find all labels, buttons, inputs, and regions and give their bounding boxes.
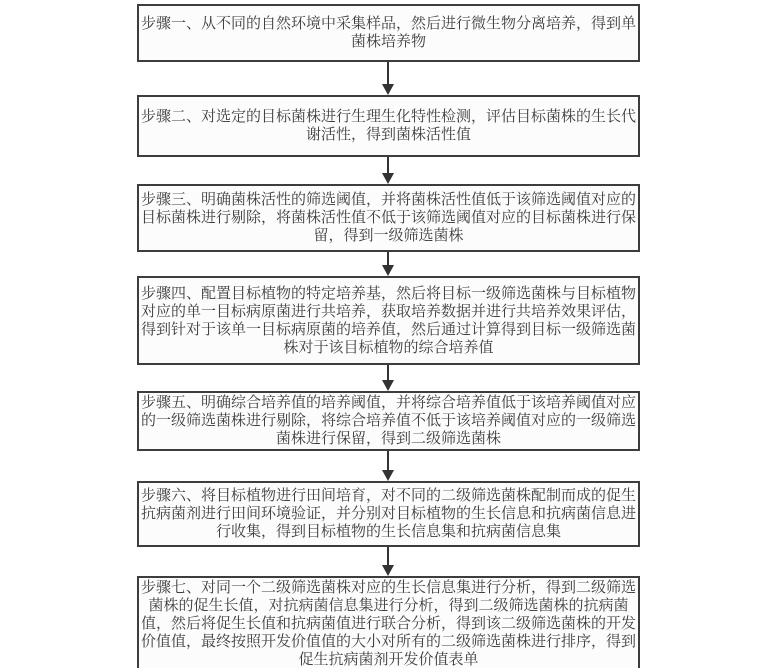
flow-step-5-text: 步骤五、明确综合培养值的培养阈值，并将综合培养值低于该培养阈值对应的一级筛选菌株进行剔除，将综合培养值不低于该培养阈值对应的一级筛选菌株进行保留，得到二级筛选菌株 bbox=[141, 394, 637, 447]
flow-step-7-box bbox=[137, 576, 640, 668]
arrow-down-icon bbox=[382, 62, 394, 95]
arrow-down-icon bbox=[382, 365, 394, 391]
flow-step-7-text: 步骤七、对同一个二级筛选菌株对应的生长信息集进行分析，得到二级筛选菌株的促生长值，对抗病菌信息集进行分析，得到二级筛选菌株的抗病菌值，然后将促生长值和抗病菌值进行联合分析，得到该二级筛选菌株的开发价值值，最终按照开发价值值的大小对所有的二级筛选菌株进行排序，得到促生抗病菌剂开发价值表单 bbox=[141, 579, 637, 668]
arrow-head bbox=[382, 470, 394, 481]
flow-step-5-box bbox=[137, 391, 640, 451]
flow-step-4-text: 步骤四、配置目标植物的特定培养基，然后将目标一级筛选菌株与目标植物对应的单一目标病原菌进行共培养，获取培养数据并进行共培养效果评估，得到针对于该单一目标病原菌的培养值，然后通过计算得到目标一级筛选菌株对于该目标植物的综合培养值 bbox=[141, 284, 637, 356]
arrow-down-icon bbox=[382, 547, 394, 576]
flow-step-2-box bbox=[137, 95, 640, 157]
flow-step-1-text: 步骤一、从不同的自然环境中采集样品，然后进行微生物分离培养，得到单菌株培养物 bbox=[141, 15, 637, 50]
arrow-head bbox=[382, 380, 394, 391]
flow-step-6-text: 步骤六、将目标植物进行田间培育，对不同的二级筛选菌株配制而成的促生抗病菌剂进行田间环境验证，并分别对目标植物的生长信息和抗病菌信息进行收集，得到目标植物的生长信息集和抗病菌信息集 bbox=[141, 487, 637, 540]
arrow-line bbox=[387, 451, 389, 470]
arrow-head bbox=[382, 265, 394, 276]
flow-step-6-box bbox=[137, 481, 640, 547]
flow-step-4-box bbox=[137, 276, 640, 365]
arrow-head bbox=[382, 173, 394, 184]
flow-step-2-text: 步骤二、对选定的目标菌株进行生理生化特性检测，评估目标菌株的生长代谢活性，得到菌株活性值 bbox=[141, 108, 637, 143]
arrow-down-icon bbox=[382, 157, 394, 184]
arrow-down-icon bbox=[382, 252, 394, 276]
arrow-line bbox=[387, 547, 389, 565]
arrow-down-icon bbox=[382, 451, 394, 481]
arrow-line bbox=[387, 157, 389, 173]
arrow-line bbox=[387, 365, 389, 380]
flow-step-1-box bbox=[137, 4, 640, 62]
flow-step-3-text: 步骤三、明确菌株活性的筛选阈值，并将菌株活性值低于该筛选阈值对应的目标菌株进行剔除，将菌株活性值不低于该筛选阈值对应的目标菌株进行保留，得到一级筛选菌株 bbox=[141, 191, 637, 244]
arrow-head bbox=[382, 84, 394, 95]
flow-step-3-box bbox=[137, 184, 640, 252]
arrow-line bbox=[387, 252, 389, 265]
arrow-head bbox=[382, 565, 394, 576]
arrow-line bbox=[387, 62, 389, 84]
